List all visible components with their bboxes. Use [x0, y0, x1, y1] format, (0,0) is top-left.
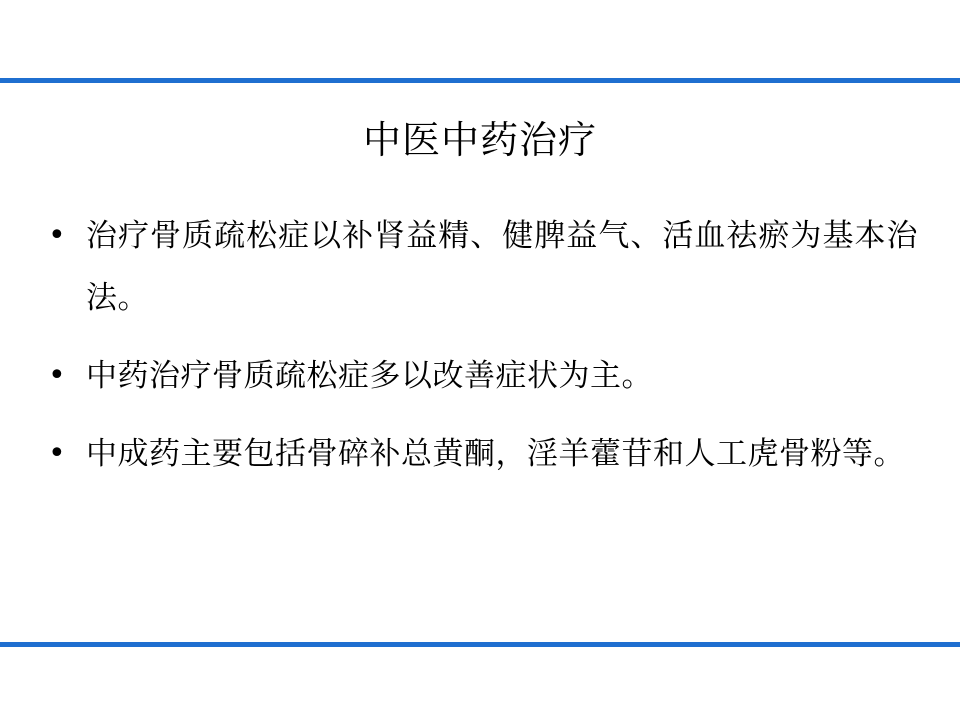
- bullet-text: 中药治疗骨质疏松症多以改善症状为主。: [86, 358, 653, 394]
- list-item: [48, 423, 918, 485]
- page-title: 中医中药治疗: [362, 118, 597, 162]
- bullet-point-icon: •: [48, 436, 66, 471]
- list-item: [48, 205, 918, 329]
- bullet-point-icon: •: [48, 358, 66, 393]
- bullet-text: 治疗骨质疏松症以补肾益精、健脾益气、活血祛瘀为基本治法。: [86, 218, 918, 316]
- bullet-point-icon: •: [48, 218, 66, 253]
- bullet-list: [48, 205, 918, 501]
- list-item: [48, 345, 918, 407]
- bullet-text: 中成药主要包括骨碎补总黄酮，淫羊藿苷和人工虎骨粉等。: [86, 436, 905, 472]
- top-divider-rule: [0, 78, 960, 83]
- bottom-divider-rule: [0, 642, 960, 647]
